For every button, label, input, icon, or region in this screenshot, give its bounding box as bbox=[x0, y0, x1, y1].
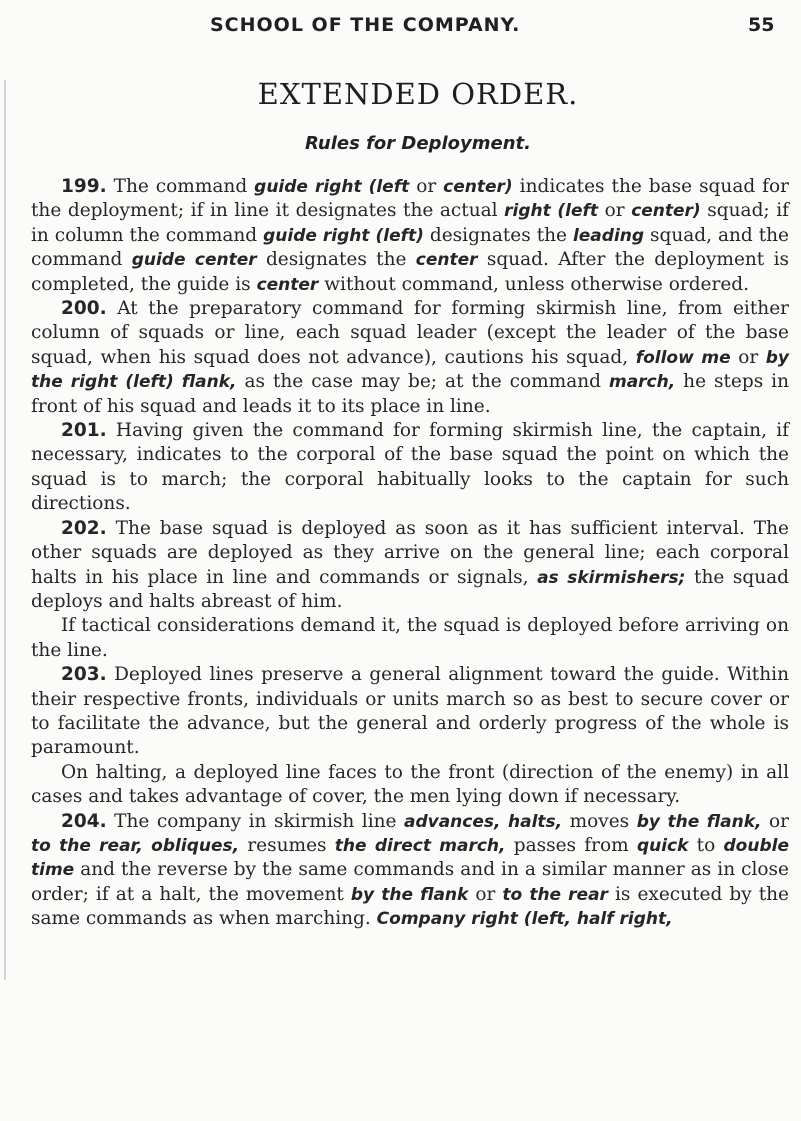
text-run: Deployed lines preserve a general alignment toward the guide. Within their respective fronts, individuals or units march so as best to secure cover or to facilitate the advance, but the general and orderly progress of the whole is paramount. bbox=[31, 664, 789, 759]
italic-phrase: by the flank bbox=[350, 884, 469, 905]
section-subtitle: Rules for Deployment. bbox=[305, 133, 531, 154]
text-run: is executed by the same commands as when marching. bbox=[31, 883, 789, 930]
italic-phrase: to the rear, obliques, bbox=[31, 835, 240, 856]
text-run: he steps in front of his squad and leads it to its place in line. bbox=[31, 371, 789, 417]
paragraph bbox=[31, 663, 789, 761]
paragraph-number: 201. bbox=[61, 420, 107, 442]
italic-phrase: guide right (left bbox=[254, 177, 410, 197]
text-run: designates the bbox=[256, 249, 416, 271]
italic-phrase: follow me bbox=[635, 347, 731, 368]
text-run: or bbox=[730, 346, 766, 368]
italic-phrase: by the flank, bbox=[636, 811, 762, 832]
italic-phrase: quick bbox=[636, 835, 689, 856]
paragraph-number: 204. bbox=[61, 810, 107, 832]
text-run: At the preparatory command for forming skirmish line, from either column of squads or line, each squad leader (except the leader of the base squad, when his squad does not advance), cautions his squad, bbox=[31, 298, 789, 368]
text-run: squad. After the deployment is completed, the guide is bbox=[31, 249, 789, 295]
italic-phrase: to the rear bbox=[502, 884, 608, 905]
text-run: or bbox=[761, 810, 789, 832]
italic-phrase: center bbox=[415, 250, 478, 271]
text-run: squad; if in column the command bbox=[31, 200, 789, 246]
italic-phrase: leading bbox=[572, 225, 645, 246]
text-run: If tactical considerations demand it, the squad is deployed before arriving on the line. bbox=[31, 615, 789, 661]
italic-phrase: center) bbox=[443, 177, 513, 197]
text-run: The company in skirmish line bbox=[106, 810, 404, 832]
paragraph-number: 203. bbox=[61, 664, 107, 686]
text-run: or bbox=[468, 883, 503, 905]
text-run: resumes bbox=[239, 834, 335, 856]
paragraph bbox=[31, 175, 789, 297]
text-run: designates the bbox=[423, 224, 573, 246]
italic-phrase: by the right (left) flank, bbox=[31, 347, 789, 393]
text-run: The command bbox=[106, 176, 255, 197]
italic-phrase: the direct march, bbox=[334, 835, 506, 856]
italic-phrase: as skirmishers; bbox=[537, 567, 686, 588]
text-run: without command, unless otherwise ordered. bbox=[318, 273, 749, 295]
text-run: and the reverse by the same commands and in a similar manner as in close order; if at a halt, the movement bbox=[31, 859, 789, 905]
italic-phrase: center) bbox=[631, 201, 701, 222]
page-edge-shadow bbox=[4, 80, 6, 980]
paragraph-number: 202. bbox=[61, 517, 107, 539]
text-run: or bbox=[409, 176, 444, 197]
text-run: indicates the base squad for the deployment; if in line it designates the actual bbox=[31, 176, 789, 222]
paragraph-number: 200. bbox=[61, 298, 107, 320]
paragraph-number: 199. bbox=[61, 176, 107, 197]
text-run: as the case may be; at the command bbox=[236, 371, 609, 393]
page-number: 55 bbox=[748, 14, 775, 36]
italic-phrase: center bbox=[256, 274, 319, 295]
text-run: to bbox=[688, 834, 724, 856]
paragraph bbox=[31, 297, 789, 419]
text-run: moves bbox=[562, 810, 637, 832]
italic-phrase: right (left bbox=[504, 201, 599, 222]
paragraph bbox=[31, 810, 789, 932]
body-text bbox=[31, 175, 789, 932]
text-run: passes from bbox=[505, 834, 637, 856]
paragraph bbox=[31, 419, 789, 517]
italic-phrase: double time bbox=[31, 835, 789, 881]
text-run: The base squad is deployed as soon as it has sufficient interval. The other squads are deployed as they arrive on the general line; each corporal halts in his place in line and commands or signals, bbox=[31, 517, 789, 588]
italic-phrase: advances, halts, bbox=[403, 811, 563, 832]
italic-phrase: guide center bbox=[131, 250, 257, 271]
paragraph bbox=[31, 761, 789, 810]
running-head: SCHOOL OF THE COMPANY. bbox=[210, 14, 521, 36]
text-run: or bbox=[598, 200, 632, 222]
italic-phrase: march, bbox=[608, 372, 676, 393]
text-run: On halting, a deployed line faces to the front (direction of the enemy) in all cases and takes advantage of cover, the men lying down if necessary. bbox=[31, 761, 789, 808]
text-run: squad, and the command bbox=[31, 224, 790, 271]
text-run: Having given the command for forming skirmish line, the captain, if necessary, indicates to the corporal of the base squad the point on which the squad is to march; the corporal habitually looks to the captain for such directions. bbox=[31, 420, 789, 515]
paragraph bbox=[31, 517, 789, 615]
italic-phrase: guide right (left) bbox=[263, 225, 424, 246]
section-title: EXTENDED ORDER. bbox=[257, 77, 579, 111]
italic-phrase: Company right (left, half right, bbox=[376, 909, 673, 930]
paragraph bbox=[31, 614, 789, 663]
text-run: the squad deploys and halts abreast of him. bbox=[31, 566, 789, 612]
